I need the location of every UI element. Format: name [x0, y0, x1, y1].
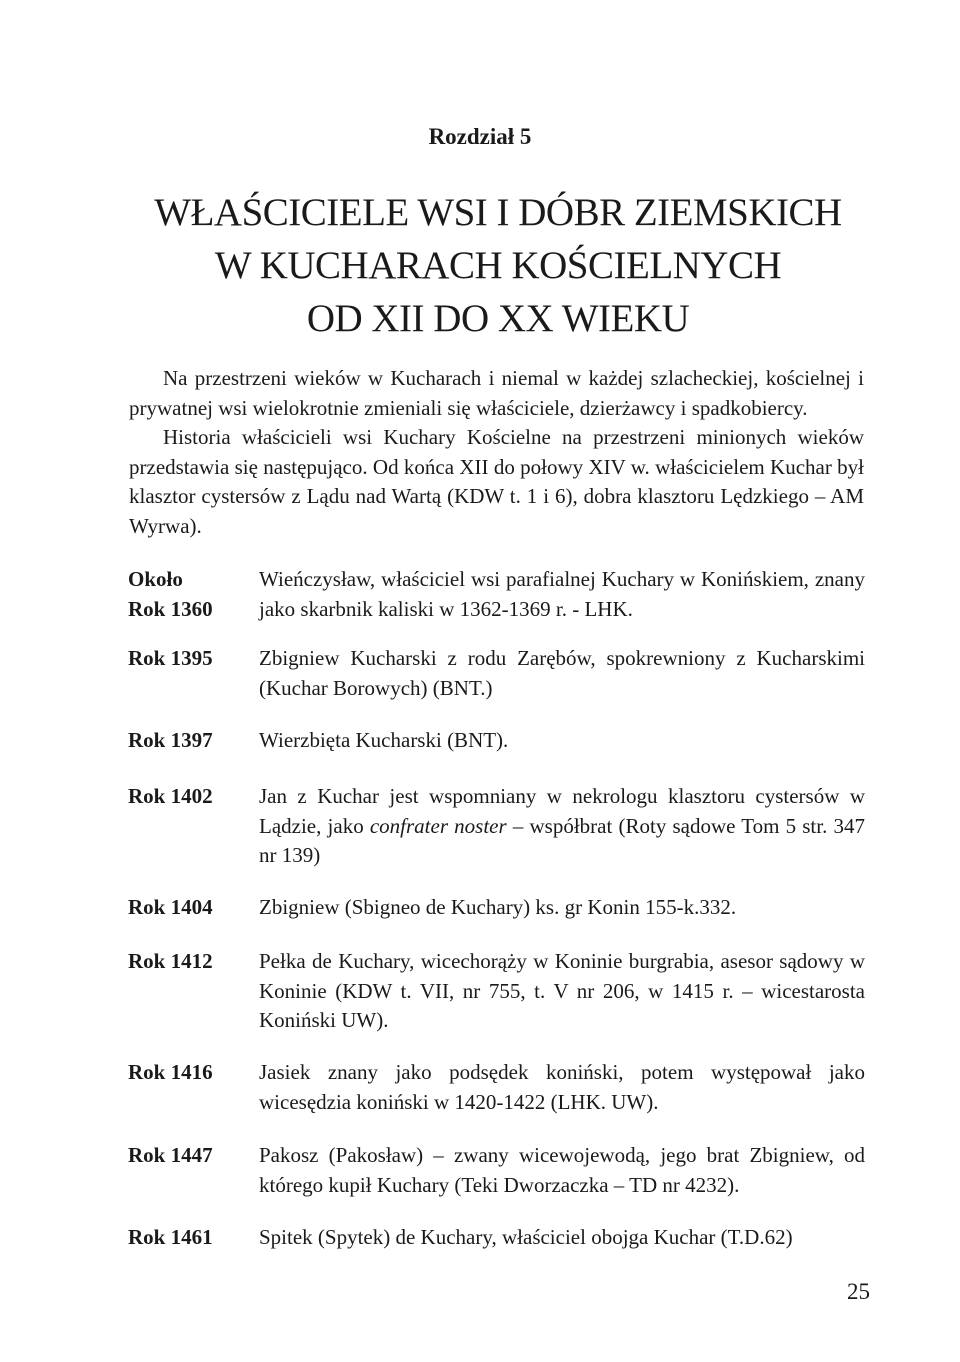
entry-year-line: Rok 1461	[128, 1225, 213, 1249]
entry-year-line: Rok 1404	[128, 895, 213, 919]
page-number	[830, 1279, 870, 1305]
entry-year	[128, 1223, 248, 1253]
intro-text	[129, 364, 864, 541]
entry-description: Pakosz (Pakosław) – zwany wicewojewodą, jego brat Zbigniew, od którego kupił Kuchary (Teki Dworzaczka – TD nr 4232).	[259, 1143, 865, 1197]
entry-description: Pełka de Kuchary, wicechorąży w Koninie burgrabia, asesor sądowy w Koninie (KDW t. VII, nr 755, t. V nr 206, w 1415 r. – wicestarosta Koniński UW).	[259, 949, 865, 1032]
entry-year-line: Rok 1397	[128, 728, 213, 752]
entry-description	[259, 782, 865, 871]
entry-year-line: Rok 1402	[128, 784, 213, 808]
intro-paragraph: Historia właścicieli wsi Kuchary Kościelne na przestrzeni minionych wieków przedstawia się następująco. Od końca XII do połowy XIV w. właścicielem Kuchar był klasztor cystersów z Lądu nad Wartą (KDW t. 1 i 6), dobra klasztoru Lędzkiego – AM Wyrwa).	[129, 425, 864, 538]
entry-text: – współbrat (Roty sądowe Tom 5 str. 347 nr 139)	[259, 813, 866, 867]
entry-year-line: Rok 1412	[128, 949, 213, 973]
entry-description: Zbigniew Kucharski z rodu Zarębów, spokrewniony z Kucharskimi (Kuchar Borowych) (BNT.)	[259, 646, 865, 700]
entry-year	[128, 565, 248, 624]
chapter-label: Rozdział 5	[428, 124, 532, 149]
entry-year	[128, 644, 248, 674]
entry-year-line: Rok 1360	[128, 596, 213, 621]
chapter-title	[0, 186, 960, 345]
entry-year	[128, 726, 248, 756]
page-number-value: 25	[847, 1279, 870, 1304]
entry-year-line: Rok 1395	[128, 646, 213, 670]
entry-year-line: Około	[128, 567, 183, 591]
entry-description: Spitek (Spytek) de Kuchary, właściciel obojga Kuchar (T.D.62)	[259, 1225, 793, 1249]
entry-year	[128, 893, 248, 923]
entry-year-line: Rok 1416	[128, 1060, 213, 1084]
entry-text: Jan z Kuchar jest wspomniany w nekrologu klasztoru cystersów w Lądzie, jako	[259, 784, 865, 838]
title-line: OD XII DO XX WIEKU	[306, 297, 690, 340]
title-line: W KUCHARACH KOŚCIELNYCH	[214, 244, 782, 287]
intro-paragraph: Na przestrzeni wieków w Kucharach i niemal w każdej szlacheckiej, kościelnej i prywatnej wsi wielokrotnie zmieniali się właściciele, dzierżawcy i spadkobiercy.	[129, 366, 864, 420]
title-line: WŁAŚCICIELE WSI I DÓBR ZIEMSKICH	[154, 191, 842, 234]
entry-year-line: Rok 1447	[128, 1143, 213, 1167]
latin-phrase: confrater noster	[369, 813, 507, 838]
entry-year	[128, 947, 248, 977]
entry-year	[128, 1058, 248, 1088]
entry-description: Jasiek znany jako podsędek koniński, potem występował jako wicesędzia koniński w 1420-1422 (LHK. UW).	[259, 1060, 865, 1114]
entry-description: Wieńczysław, właściciel wsi parafialnej Kuchary w Konińskiem, znany jako skarbnik kaliski w 1362-1369 r. - LHK.	[259, 567, 865, 621]
entry-description: Zbigniew (Sbigneo de Kuchary) ks. gr Konin 155-k.332.	[259, 895, 737, 919]
entry-description: Wierzbięta Kucharski (BNT).	[259, 728, 509, 752]
entry-year	[128, 782, 248, 812]
entry-year	[128, 1141, 248, 1171]
